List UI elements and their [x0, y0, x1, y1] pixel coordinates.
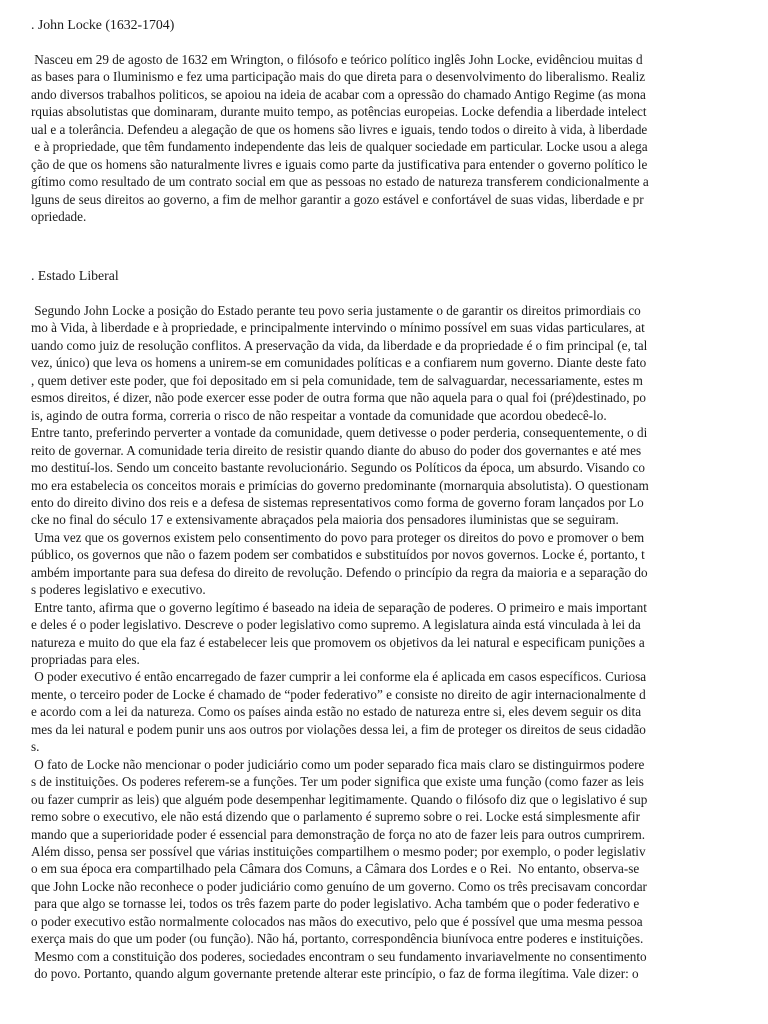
- paragraph-line: que John Locke não reconhece o poder judiciário como genuíno de um governo. Como os três precisavam concordar: [31, 878, 647, 894]
- paragraph-line: uando como juiz de resolução conflitos. A preservação da vida, da liberdade e da propriedade é o fim principal (e, tal: [31, 337, 648, 353]
- paragraph-line: e à propriedade, que têm fundamento independente das leis de qualquer sociedade em particular. Locke usou a alega: [31, 139, 648, 155]
- paragraph-line: mando que a superioridade poder é essencial para demonstração de força no ato de fazer leis para outros cumprirem.: [31, 826, 646, 842]
- paragraph-line: mo destituí-los. Sendo um conceito bastante revolucionário. Segundo os Políticos da época, um absurdo. Visando co: [31, 460, 645, 476]
- paragraph-line: o poder executivo estão normalmente colocados nas mãos do executivo, pelo que é possível que uma mesma pessoa: [31, 913, 643, 929]
- paragraph-line: mo à Vida, à liberdade e à propriedade, e principalmente intervindo o mínimo possível em suas vidas particulares, at: [31, 320, 645, 336]
- paragraph-line: Nasceu em 29 de agosto de 1632 em Wrington, o filósofo e teórico político inglês John Locke, evidênciou muitas d: [31, 52, 643, 67]
- paragraph-line: lguns de seus direitos ao governo, a fim de melhor garantir a gozo estável e confortável de suas vidas, liberdade e pr: [31, 191, 644, 207]
- paragraph-line: rquias absolutistas que dominaram, durante muito tempo, as potências europeias. Locke defendia a liberdade intelect: [31, 104, 647, 120]
- paragraph-line: , quem detiver este poder, que foi depositado em si pela comunidade, tem de salvaguardar, necessariamente, estes m: [31, 372, 643, 388]
- paragraph-line: e acordo com a lei da natureza. Como os países ainda estão no estado de natureza entre si, eles devem seguir os dita: [31, 704, 642, 720]
- paragraph-line: cke no final do século 17 e extensivamente abraçados pela maioria dos pensadores iluministas que se seguiram.: [31, 512, 619, 528]
- paragraph-line: mes da lei natural e podem punir uns aos outros por violações dessa lei, a fim de proteger os direitos de seus cidadão: [31, 721, 646, 737]
- paragraph-line: remo sobre o executivo, ele não está dizendo que o parlamento é supremo sobre o rei. Locke está simplesmente afir: [31, 809, 640, 825]
- paragraph-line: ando diversos trabalhos politicos, se apoiou na ideia de acabar com a opressão do chamado Antigo Regime (as mona: [31, 86, 646, 102]
- paragraph-line: ou fazer cumprir as leis) que alguém pode desempenhar legitimamente. Quando o filósofo diz que o legislativo é sup: [31, 791, 648, 807]
- paragraph-line: s de instituições. Os poderes referem-se a funções. Ter um poder significa que existe uma função (como fazer as leis: [31, 774, 644, 790]
- paragraph-line: público, os governos que não o fazem podem ser combatidos e substituídos por novos governos. Locke é, portanto, t: [31, 547, 645, 563]
- paragraph-line: Entre tanto, afirma que o governo legítimo é baseado na ideia de separação de poderes. O primeiro e mais important: [31, 599, 647, 615]
- paragraph-line: e deles é o poder legislativo. Descreve o poder legislativo como supremo. A legislatura ainda está vinculada à lei da: [31, 617, 641, 633]
- paragraph-line: Além disso, pensa ser possível que várias instituições compartilhem o mesmo poder; por exemplo, o poder legislativ: [31, 843, 646, 859]
- paragraph-line: s poderes legislativo e executivo.: [31, 582, 206, 598]
- paragraph-line: gítimo como resultado de um contrato social em que as pessoas no estado de natureza transferem condicionalmente a: [31, 174, 649, 190]
- paragraph-line: Uma vez que os governos existem pelo consentimento do povo para proteger os direitos do povo e promover o bem: [31, 529, 645, 545]
- paragraph-line: O fato de Locke não mencionar o poder judiciário como um poder separado fica mais claro se distinguirmos podere: [31, 756, 645, 772]
- section-heading-locke: . John Locke (1632-1704): [31, 17, 175, 32]
- section-heading-estado-liberal: . Estado Liberal: [31, 268, 119, 283]
- paragraph-line: ambém importante para sua defesa do direito de revolução. Defendo o princípio da regra da maioria e a separação do: [31, 564, 648, 580]
- paragraph-line: ual e a tolerância. Defendeu a alegação de que os homens são livres e iguais, tendo todos o direito à vida, à liberdade: [31, 121, 648, 137]
- paragraph-line: natureza e muito do que ela faz é estabelecer leis que promovem os objetivos da lei natural e especificam punições a: [31, 634, 645, 650]
- paragraph-line: opriedade.: [31, 209, 87, 225]
- paragraph-line: esmos direitos, é dizer, não pode exercer esse poder de outra forma que não aquela para o qual foi (pré)destinado, po: [31, 390, 647, 406]
- paragraph-line: Mesmo com a constituição dos poderes, sociedades encontram o seu fundamento invariavelmente no consentimento: [31, 948, 647, 964]
- paragraph-line: mente, o terceiro poder de Locke é chamado de “poder federativo” e consiste no direito de agir internacionalmente d: [31, 686, 646, 702]
- paragraph-line: s.: [31, 739, 40, 755]
- paragraph-line: propriadas para eles.: [31, 652, 140, 667]
- paragraph-line: mo era estabelecia os conceitos morais e primícias do governo predominante (mornarquia absolutista). O questionam: [31, 477, 649, 493]
- paragraph-line: Segundo John Locke a posição do Estado perante teu povo seria justamente o de garantir os direitos primordiais co: [31, 303, 641, 318]
- paragraph-line: ção de que os homens são naturalmente livres e iguais como parte da justificativa para entender o governo político le: [31, 156, 648, 172]
- paragraph-line: O poder executivo é então encarregado de fazer cumprir a lei conforme ela é aplicada em casos específicos. Curiosa: [31, 669, 647, 685]
- paragraph-line: ento do direito divino dos reis e a defesa de sistemas representativos como forma de governo foram lançados por Lo: [31, 494, 644, 510]
- paragraph-line: vez, único) que leva os homens a unirem-se em comunidades políticas e a confiarem num governo. Diante deste fato: [31, 355, 647, 371]
- paragraph-line: Entre tanto, preferindo perverter a vontade da comunidade, quem detivesse o poder perderia, consequentemente, o di: [31, 425, 648, 441]
- paragraph-line: is, agindo de outra forma, correria o risco de não respeitar a vontade da comunidade que acordou obedecê-lo.: [31, 407, 607, 423]
- paragraph-line: do povo. Portanto, quando algum governante pretende alterar este princípio, o faz de forma ilegítima. Vale dizer: o: [31, 966, 639, 982]
- paragraph-line: exerça mais do que um poder (ou função). Não há, portanto, correspondência biunívoca entre poderes e instituições.: [31, 931, 644, 947]
- paragraph-line: as bases para o Iluminismo e fez uma participação mais do que direta para o desenvolvimento do liberalismo. Realiz: [31, 69, 646, 85]
- paragraph-line: o em sua época era compartilhado pela Câmara dos Comuns, a Câmara dos Lordes e o Rei. No entanto, observa-se: [31, 861, 640, 877]
- paragraph-line: para que algo se tornasse lei, todos os três fazem parte do poder legislativo. Acha também que o poder federativo e: [31, 896, 640, 912]
- paragraph-line: reito de governar. A comunidade teria direito de resistir quando diante do abuso do poder dos governantes e até mes: [31, 442, 642, 458]
